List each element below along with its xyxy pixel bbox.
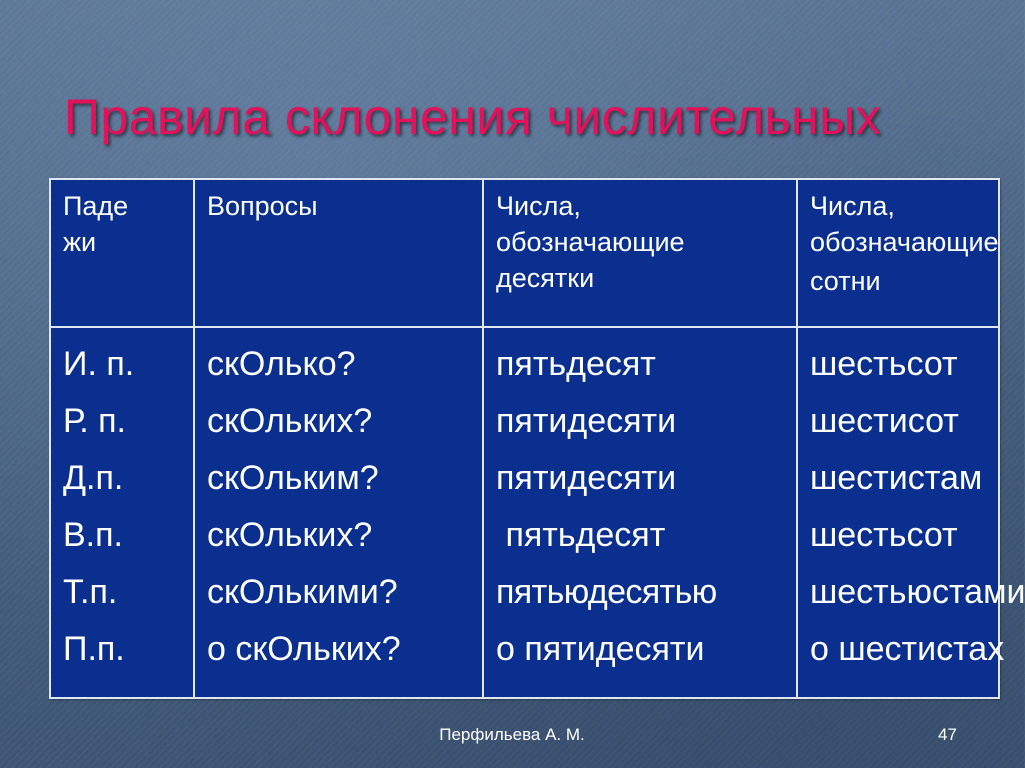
header-hundreds-line-3: сотни bbox=[810, 266, 881, 296]
tens-accusative: пятьдесят bbox=[496, 516, 666, 554]
tens-dative: пятидесяти bbox=[496, 459, 677, 497]
slide-number: 47 bbox=[938, 725, 957, 744]
hundreds-genitive: шестисот bbox=[810, 402, 959, 440]
header-tens-line-3: десятки bbox=[496, 263, 595, 293]
footer-author: Перфильева А. М. bbox=[439, 725, 585, 744]
tens-nominative: пятьдесят bbox=[496, 345, 656, 383]
tens-instrumental: пятьюдесятью bbox=[496, 573, 717, 611]
declension-table bbox=[49, 178, 1025, 699]
question-instrumental: скОлькими? bbox=[207, 573, 398, 611]
case-genitive: Р. п. bbox=[63, 402, 127, 440]
header-cases bbox=[50, 179, 194, 327]
slide-title: Правила склонения числительных bbox=[64, 89, 882, 145]
case-nominative: И. п. bbox=[63, 345, 135, 383]
table-body-row bbox=[50, 327, 999, 698]
cases-column bbox=[50, 327, 194, 698]
header-questions bbox=[194, 179, 483, 327]
header-tens-line-1: Числа, bbox=[496, 191, 581, 221]
hundreds-dative: шестистам bbox=[810, 459, 983, 497]
question-accusative: скОльких? bbox=[207, 516, 373, 554]
header-questions-line-1: Вопросы bbox=[207, 191, 318, 221]
question-dative: скОльким? bbox=[207, 459, 379, 497]
tens-prepositional: о пятидесяти bbox=[496, 630, 705, 668]
case-accusative: В.п. bbox=[63, 516, 123, 554]
hundreds-column bbox=[797, 327, 1025, 698]
declension-table-grid bbox=[49, 178, 1025, 699]
header-tens bbox=[483, 179, 797, 327]
hundreds-instrumental: шестьюстами bbox=[810, 573, 1025, 611]
table-header-row bbox=[50, 179, 999, 327]
questions-column bbox=[194, 327, 483, 698]
case-prepositional: П.п. bbox=[63, 630, 125, 668]
header-cases-line-1: Паде bbox=[63, 191, 129, 221]
question-prepositional: о скОльких? bbox=[207, 630, 401, 668]
hundreds-prepositional: о шестистах bbox=[810, 630, 1005, 668]
header-tens-line-2: обозначающие bbox=[496, 227, 685, 257]
hundreds-accusative: шестьсот bbox=[810, 516, 958, 554]
header-cases-line-2: жи bbox=[63, 227, 97, 257]
header-hundreds-line-2: обозначающие bbox=[810, 227, 999, 257]
case-dative: Д.п. bbox=[63, 459, 124, 497]
header-hundreds bbox=[797, 179, 999, 327]
case-instrumental: Т.п. bbox=[63, 573, 118, 611]
question-genitive: скОльких? bbox=[207, 402, 373, 440]
hundreds-nominative: шестьсот bbox=[810, 345, 958, 383]
question-nominative: скОлько? bbox=[207, 345, 356, 383]
tens-genitive: пятидесяти bbox=[496, 402, 677, 440]
tens-column bbox=[483, 327, 797, 698]
header-hundreds-line-1: Числа, bbox=[810, 191, 895, 221]
